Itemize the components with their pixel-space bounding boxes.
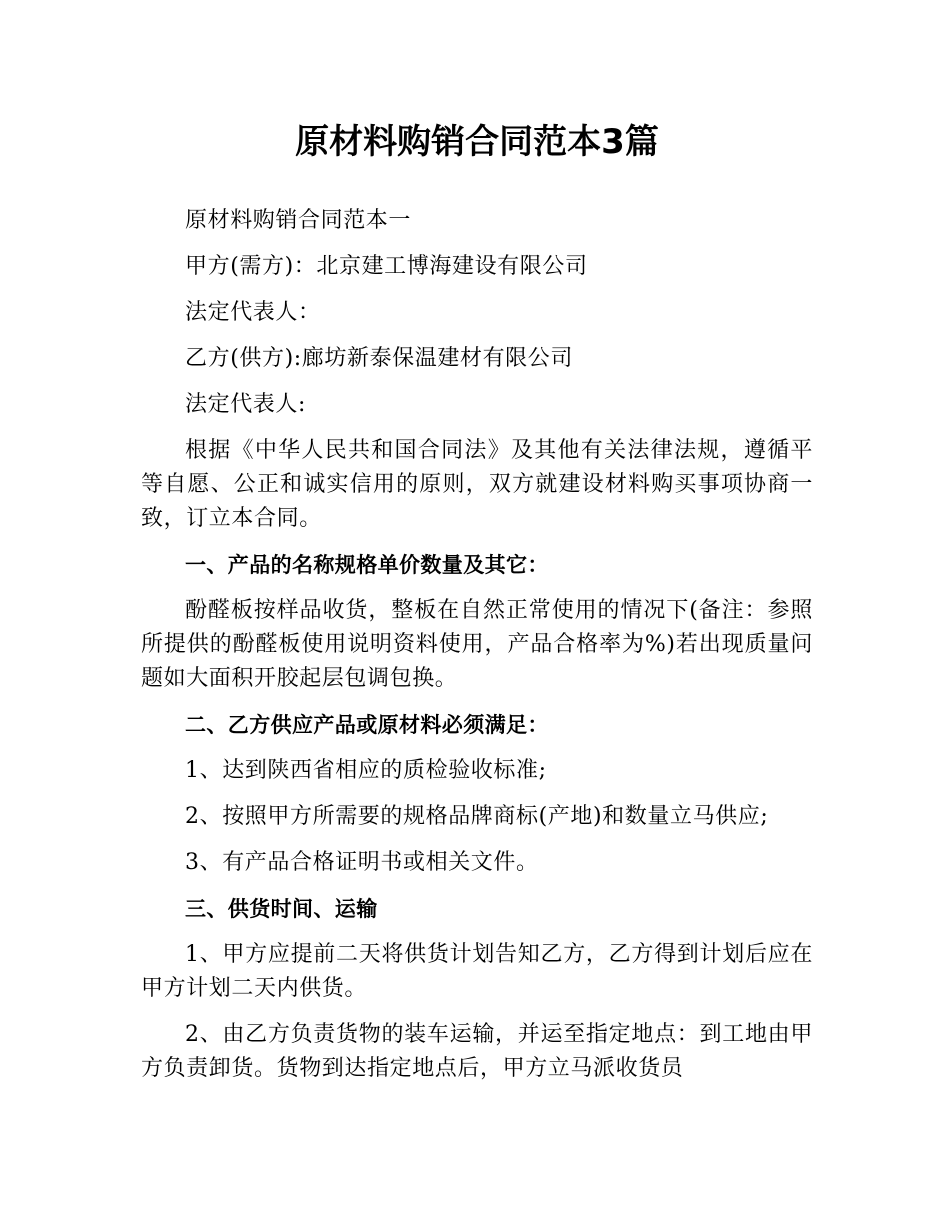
- party-b-representative: 法定代表人:: [185, 392, 307, 417]
- document-paragraphs: [141, 204, 813, 1086]
- section-2-item-3: 3、有产品合格证明书或相关文件。: [185, 850, 539, 875]
- section-heading-2: 二、乙方供应产品或原材料必须满足：: [185, 713, 549, 737]
- section-heading-3: 三、供货时间、运输: [185, 897, 378, 921]
- party-a-representative: 法定代表人：: [185, 300, 321, 325]
- party-b-line: 乙方(供方):廊坊新泰保温建材有限公司: [185, 346, 573, 371]
- document-title: 原材料购销合同范本3篇: [295, 122, 659, 162]
- party-a-line: 甲方(需方)：北京建工博海建设有限公司: [185, 254, 588, 279]
- document-body: [141, 115, 813, 1098]
- section-heading-1: 一、产品的名称规格单价数量及其它：: [185, 553, 549, 577]
- section-1-paragraph: 酚醛板按样品收货，整板在自然正常使用的情况下(备注：参照所提供的酚醛板使用说明资料使用，产品合格率为%)若出现质量问题如大面积开胶起层包调包换。: [141, 598, 813, 691]
- section-3-item-1: 1、甲方应提前二天将供货计划告知乙方，乙方得到计划后应在甲方计划二天内供货。: [141, 942, 813, 1001]
- section-2-item-1: 1、达到陕西省相应的质检验收标准;: [185, 758, 547, 783]
- preamble-paragraph: 根据《中华人民共和国合同法》及其他有关法律法规，遵循平等自愿、公正和诚实信用的原则，双方就建设材料购买事项协商一致，订立本合同。: [141, 438, 813, 531]
- section-2-item-2: 2、按照甲方所需要的规格品牌商标(产地)和数量立马供应;: [185, 804, 769, 829]
- section-subtitle: 原材料购销合同范本一: [185, 208, 412, 233]
- section-3-item-2: 2、由乙方负责货物的装车运输，并运至指定地点：到工地由甲方负责卸货。货物到达指定地点后，甲方立马派收货员: [141, 1022, 813, 1081]
